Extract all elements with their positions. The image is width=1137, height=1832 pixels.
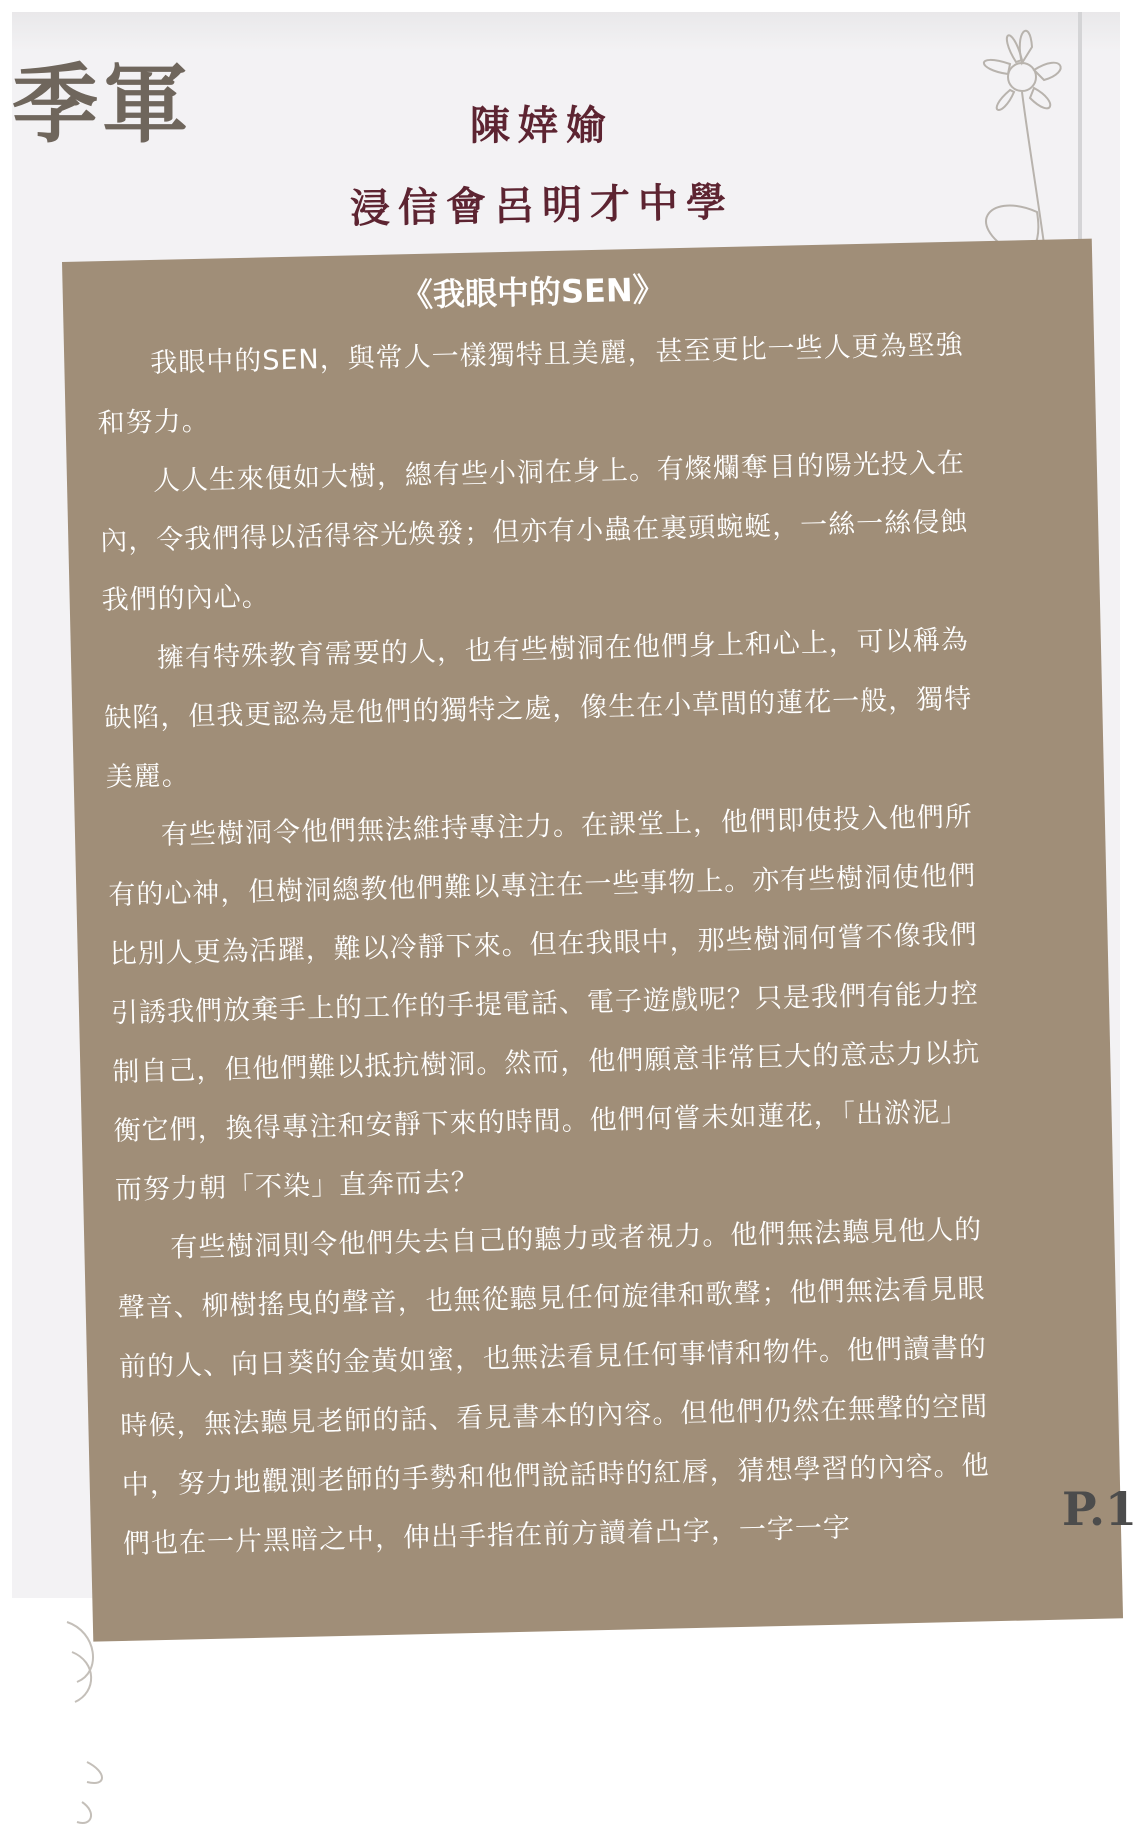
essay-paragraph: 有些樹洞則令他們失去自己的聽力或者視力。他們無法聽見他人的聲音、柳樹搖曳的聲音，也無從聽見任何旋律和歌聲；他們無法看見眼前的人、向日葵的金黃如蜜，也無法看見任何事情和物件。他們讀書的時候，無法聽見老師的話、看見書本的內容。但他們仍然在無聲的空間中，努力地觀測老師的手勢和他們說話時的紅唇，猜想學習的內容。他們也在一片黑暗之中，伸出手指在前方讀着凸字，一字一字 [117,1214,990,1560]
flower-icon-bottom [57,1612,117,1832]
essay-paragraph: 擁有特殊教育需要的人，也有些樹洞在他們身上和心上，可以稱為缺陷，但我更認為是他們的獨特之處，像生在小草間的蓮花一般，獨特美麗。 [104,624,973,794]
page [12,12,1137,1598]
essay-paragraph: 人人生來便如大樹，總有些小洞在身上。有燦爛奪目的陽光投入在內，令我們得以活得容光煥發；但亦有小蟲在裏頭蜿蜒，一絲一絲侵蝕我們的內心。 [100,447,969,617]
page-number: P.1 [1062,1482,1137,1536]
essay-title: 《我眼中的SEN》 [400,270,666,315]
rank-heading: 季軍 [12,54,192,155]
essay-panel [62,239,1123,1642]
school-name: 浸信會呂明才中學 [349,179,735,233]
essay-paragraph: 有些樹洞令他們無法維持專注力。在課堂上，他們即使投入他們所有的心神，但樹洞總教他們難以專注在一些事物上。亦有些樹洞使他們比別人更為活躍，難以冷靜下來。但在我眼中，那些樹洞何嘗不像我們引誘我們放棄手上的工作的手提電話、電子遊戲呢？只是我們有能力控制自己，但他們難以抵抗樹洞。然而，他們願意非常巨大的意志力以抗衡它們，換得專注和安靜下來的時間。他們何嘗未如蓮花，「出淤泥」而努力朝「不染」直奔而去？ [108,801,981,1207]
essay-paragraph: 我眼中的SEN，與常人一樣獨特且美麗，甚至更比一些人更為堅強和努力。 [97,329,964,440]
author-name: 陳婞媮 [470,103,614,149]
essay-body [96,315,1004,1574]
